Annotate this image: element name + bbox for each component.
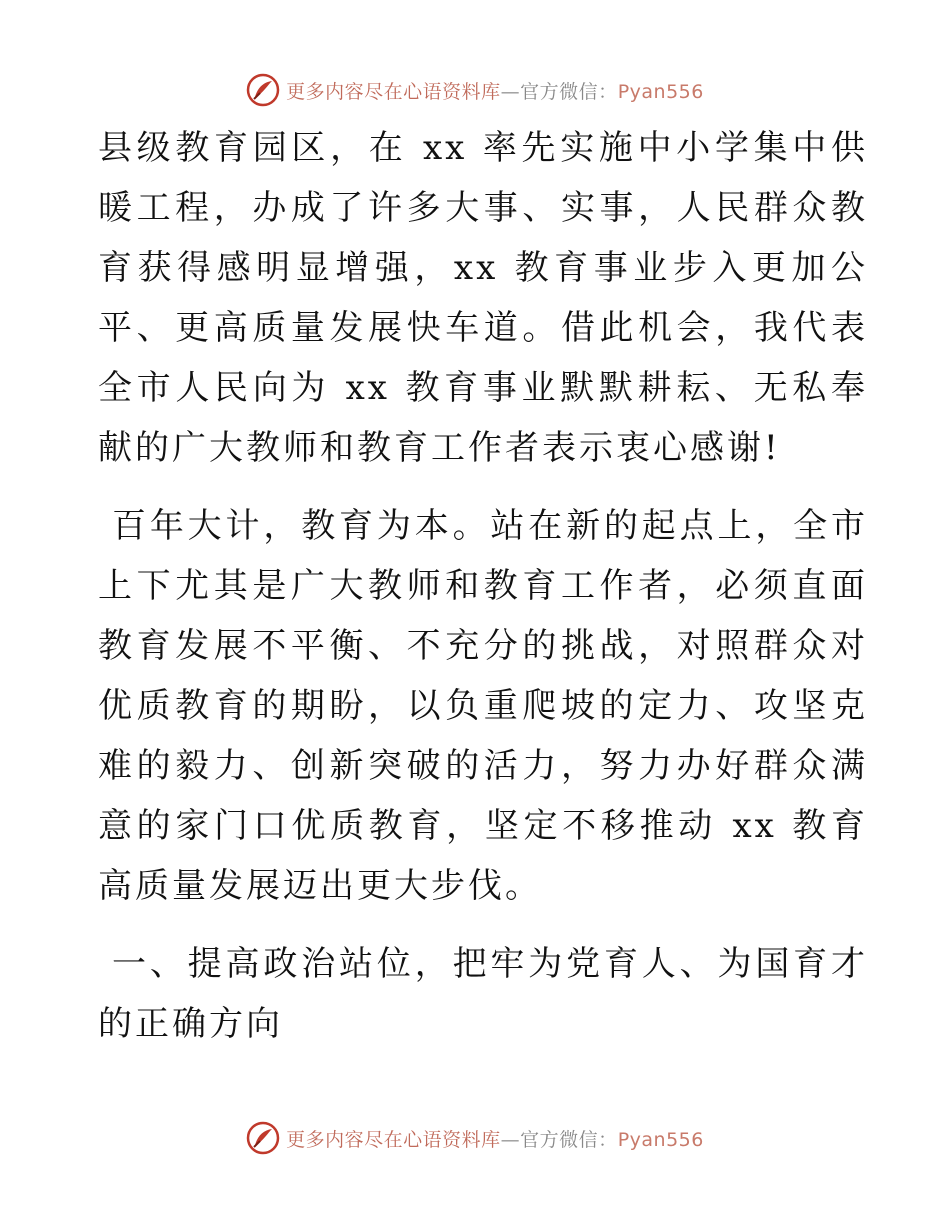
document-body — [98, 118, 868, 1054]
watermark-text: 更多内容尽在心语资料库—官方微信：Pyan556 — [286, 1128, 704, 1151]
paragraph: 百年大计，教育为本。站在新的起点上，全市上下尤其是广大教师和教育工作者，必须直面教育发展不平衡、不充分的挑战，对照群众对优质教育的期盼，以负重爬坡的定力、攻坚克难的毅力、创新突破的活力，努力办好群众满意的家门口优质教育，坚定不移推动 xx 教育高质量发展迈出更大步伐。 — [98, 506, 868, 906]
feather-logo-icon — [246, 1121, 280, 1155]
feather-logo-icon — [246, 73, 280, 107]
paragraph: 县级教育园区，在 xx 率先实施中小学集中供暖工程，办成了许多大事、实事，人民群众教育获得感明显增强，xx 教育事业步入更加公平、更高质量发展快车道。借此机会，我代表全市人民向为 xx 教育事业默默耕耘、无私奉献的广大教师和教育工作者表示衷心感谢! — [98, 128, 868, 468]
header-watermark — [0, 70, 950, 110]
section-heading: 一、提高政治站位，把牢为党育人、为国育才的正确方向 — [98, 944, 868, 1044]
footer-watermark — [0, 1118, 950, 1158]
watermark-text: 更多内容尽在心语资料库—官方微信：Pyan556 — [286, 80, 704, 103]
